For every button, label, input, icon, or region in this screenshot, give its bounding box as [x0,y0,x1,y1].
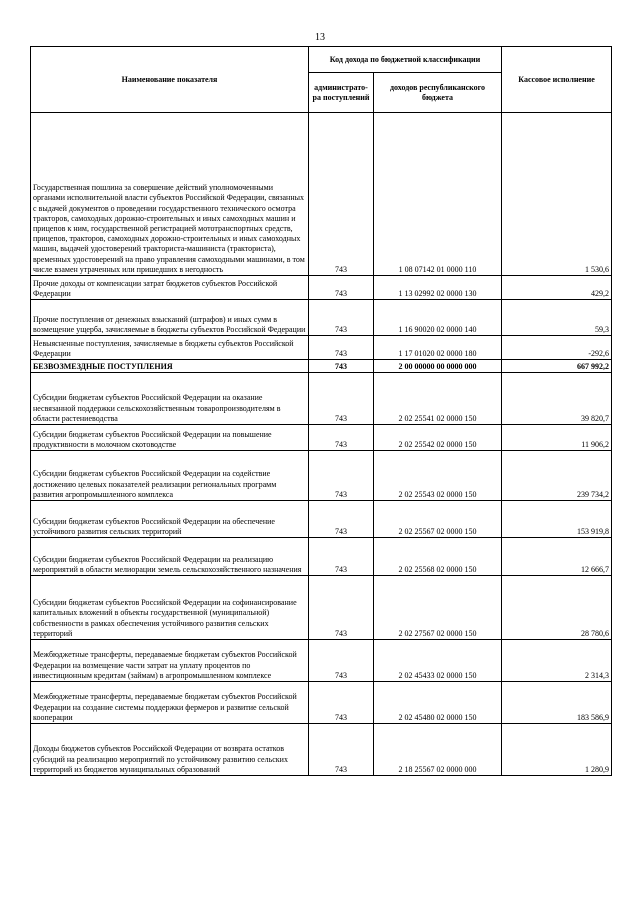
row-admin-code: 743 [309,276,374,300]
table-row [31,538,612,576]
row-income-code: 2 02 25568 02 0000 150 [374,538,502,576]
row-name: Межбюджетные трансферты, передаваемые бюджетам субъектов Российской Федерации на возмещение части затрат на уплату процентов по инвестиционным кредитам (займам) в агропромышленном комплексе [31,640,309,682]
row-amount: 429,2 [502,276,612,300]
row-name: Субсидии бюджетам субъектов Российской Федерации на повышение продуктивности в молочном скотоводстве [31,425,309,451]
row-name: Доходы бюджетов субъектов Российской Федерации от возврата остатков субсидий на реализацию мероприятий по устойчивому развитию сельских территорий из бюджетов муниципальных образований [31,724,309,776]
row-income-code: 1 16 90020 02 0000 140 [374,300,502,336]
row-name: Прочие доходы от компенсации затрат бюджетов субъектов Российской Федерации [31,276,309,300]
row-income-code: 1 17 01020 02 0000 180 [374,336,502,360]
table-row [31,682,612,724]
row-name: Субсидии бюджетам субъектов Российской Федерации на софинансирование капитальных вложений в объекты государственной (муниципальной) собственности в рамках обеспечения устойчивого развития сельских территорий [31,576,309,640]
row-amount: 2 314,3 [502,640,612,682]
row-income-code: 2 02 25542 02 0000 150 [374,425,502,451]
row-income-code: 2 02 27567 02 0000 150 [374,576,502,640]
table-row [31,360,612,373]
row-admin-code: 743 [309,501,374,538]
row-income-code: 2 02 45433 02 0000 150 [374,640,502,682]
table-body [31,113,612,776]
table-row [31,276,612,300]
table-row [31,501,612,538]
header-code-group: Код дохода по бюджетной классификации [309,47,502,73]
row-admin-code: 743 [309,682,374,724]
row-name: Межбюджетные трансферты, передаваемые бюджетам субъектов Российской Федерации на создание системы поддержки фермеров и развитие сельской кооперации [31,682,309,724]
row-amount: 12 666,7 [502,538,612,576]
row-amount: 183 586,9 [502,682,612,724]
header-budget-income: доходов республиканского бюджета [374,73,502,113]
row-income-code: 1 13 02992 02 0000 130 [374,276,502,300]
row-income-code: 2 02 25541 02 0000 150 [374,373,502,425]
row-name: БЕЗВОЗМЕЗДНЫЕ ПОСТУПЛЕНИЯ [31,360,309,373]
header-name: Наименование показателя [31,47,309,113]
row-admin-code: 743 [309,300,374,336]
row-admin-code: 743 [309,373,374,425]
table-row [31,336,612,360]
row-admin-code: 743 [309,425,374,451]
row-name: Субсидии бюджетам субъектов Российской Федерации на реализацию мероприятий в области мелиорации земель сельскохозяйственного назначения [31,538,309,576]
row-admin-code: 743 [309,576,374,640]
budget-table [30,46,612,776]
row-name: Субсидии бюджетам субъектов Российской Федерации на обеспечение устойчивого развития сельских территорий [31,501,309,538]
table-header-row [31,47,612,73]
table-row [31,300,612,336]
row-admin-code: 743 [309,640,374,682]
row-income-code: 2 02 25567 02 0000 150 [374,501,502,538]
row-admin-code: 743 [309,724,374,776]
row-amount: 239 734,2 [502,451,612,501]
row-amount: 1 530,6 [502,113,612,276]
row-amount: 28 780,6 [502,576,612,640]
row-income-code: 1 08 07142 01 0000 110 [374,113,502,276]
row-admin-code: 743 [309,113,374,276]
row-amount: 153 919,8 [502,501,612,538]
table-row [31,576,612,640]
row-amount: 11 906,2 [502,425,612,451]
row-income-code: 2 00 00000 00 0000 000 [374,360,502,373]
row-name: Прочие поступления от денежных взысканий (штрафов) и иных сумм в возмещение ущерба, зачисляемые в бюджеты субъектов Российской Федерации [31,300,309,336]
row-amount: 1 280,9 [502,724,612,776]
table-row [31,425,612,451]
row-admin-code: 743 [309,451,374,501]
page-number: 13 [315,32,325,43]
row-name: Субсидии бюджетам субъектов Российской Федерации на оказание несвязанной поддержки сельскохозяйственным товаропроизводителям в области растениеводства [31,373,309,425]
row-income-code: 2 02 45480 02 0000 150 [374,682,502,724]
header-execution: Кассовое исполнение [502,47,612,113]
row-name: Невыясненные поступления, зачисляемые в бюджеты субъектов Российской Федерации [31,336,309,360]
row-name: Субсидии бюджетам субъектов Российской Федерации на содействие достижению целевых показателей реализации региональных программ развития агропромышленного комплекса [31,451,309,501]
row-income-code: 2 02 25543 02 0000 150 [374,451,502,501]
table-row [31,724,612,776]
row-admin-code: 743 [309,360,374,373]
row-admin-code: 743 [309,538,374,576]
row-amount: -292,6 [502,336,612,360]
row-amount: 39 820,7 [502,373,612,425]
row-amount: 59,3 [502,300,612,336]
row-amount: 667 992,2 [502,360,612,373]
table-row [31,373,612,425]
row-income-code: 2 18 25567 02 0000 000 [374,724,502,776]
table-row [31,451,612,501]
header-administrator: администрато-ра поступлений [309,73,374,113]
table-row [31,640,612,682]
table-row [31,113,612,276]
row-admin-code: 743 [309,336,374,360]
row-name: Государственная пошлина за совершение действий уполномоченными органами исполнительной власти субъектов Российской Федерации, связанных с выдачей документов о проведении государственного технического осмотра тракторов, самоходных дорожно-строительных и иных самоходных машин и прицепов к ним, государственной регистрацией мототранспортных средств, прицепов, тракторов, самоходных дорожно-строительных и иных самоходных машин, выдачей удостоверений тракториста-машиниста (тракториста), временных удостоверений на право управления самоходными машинами, в том числе взамен утраченных или пришедших в негодность [31,113,309,276]
